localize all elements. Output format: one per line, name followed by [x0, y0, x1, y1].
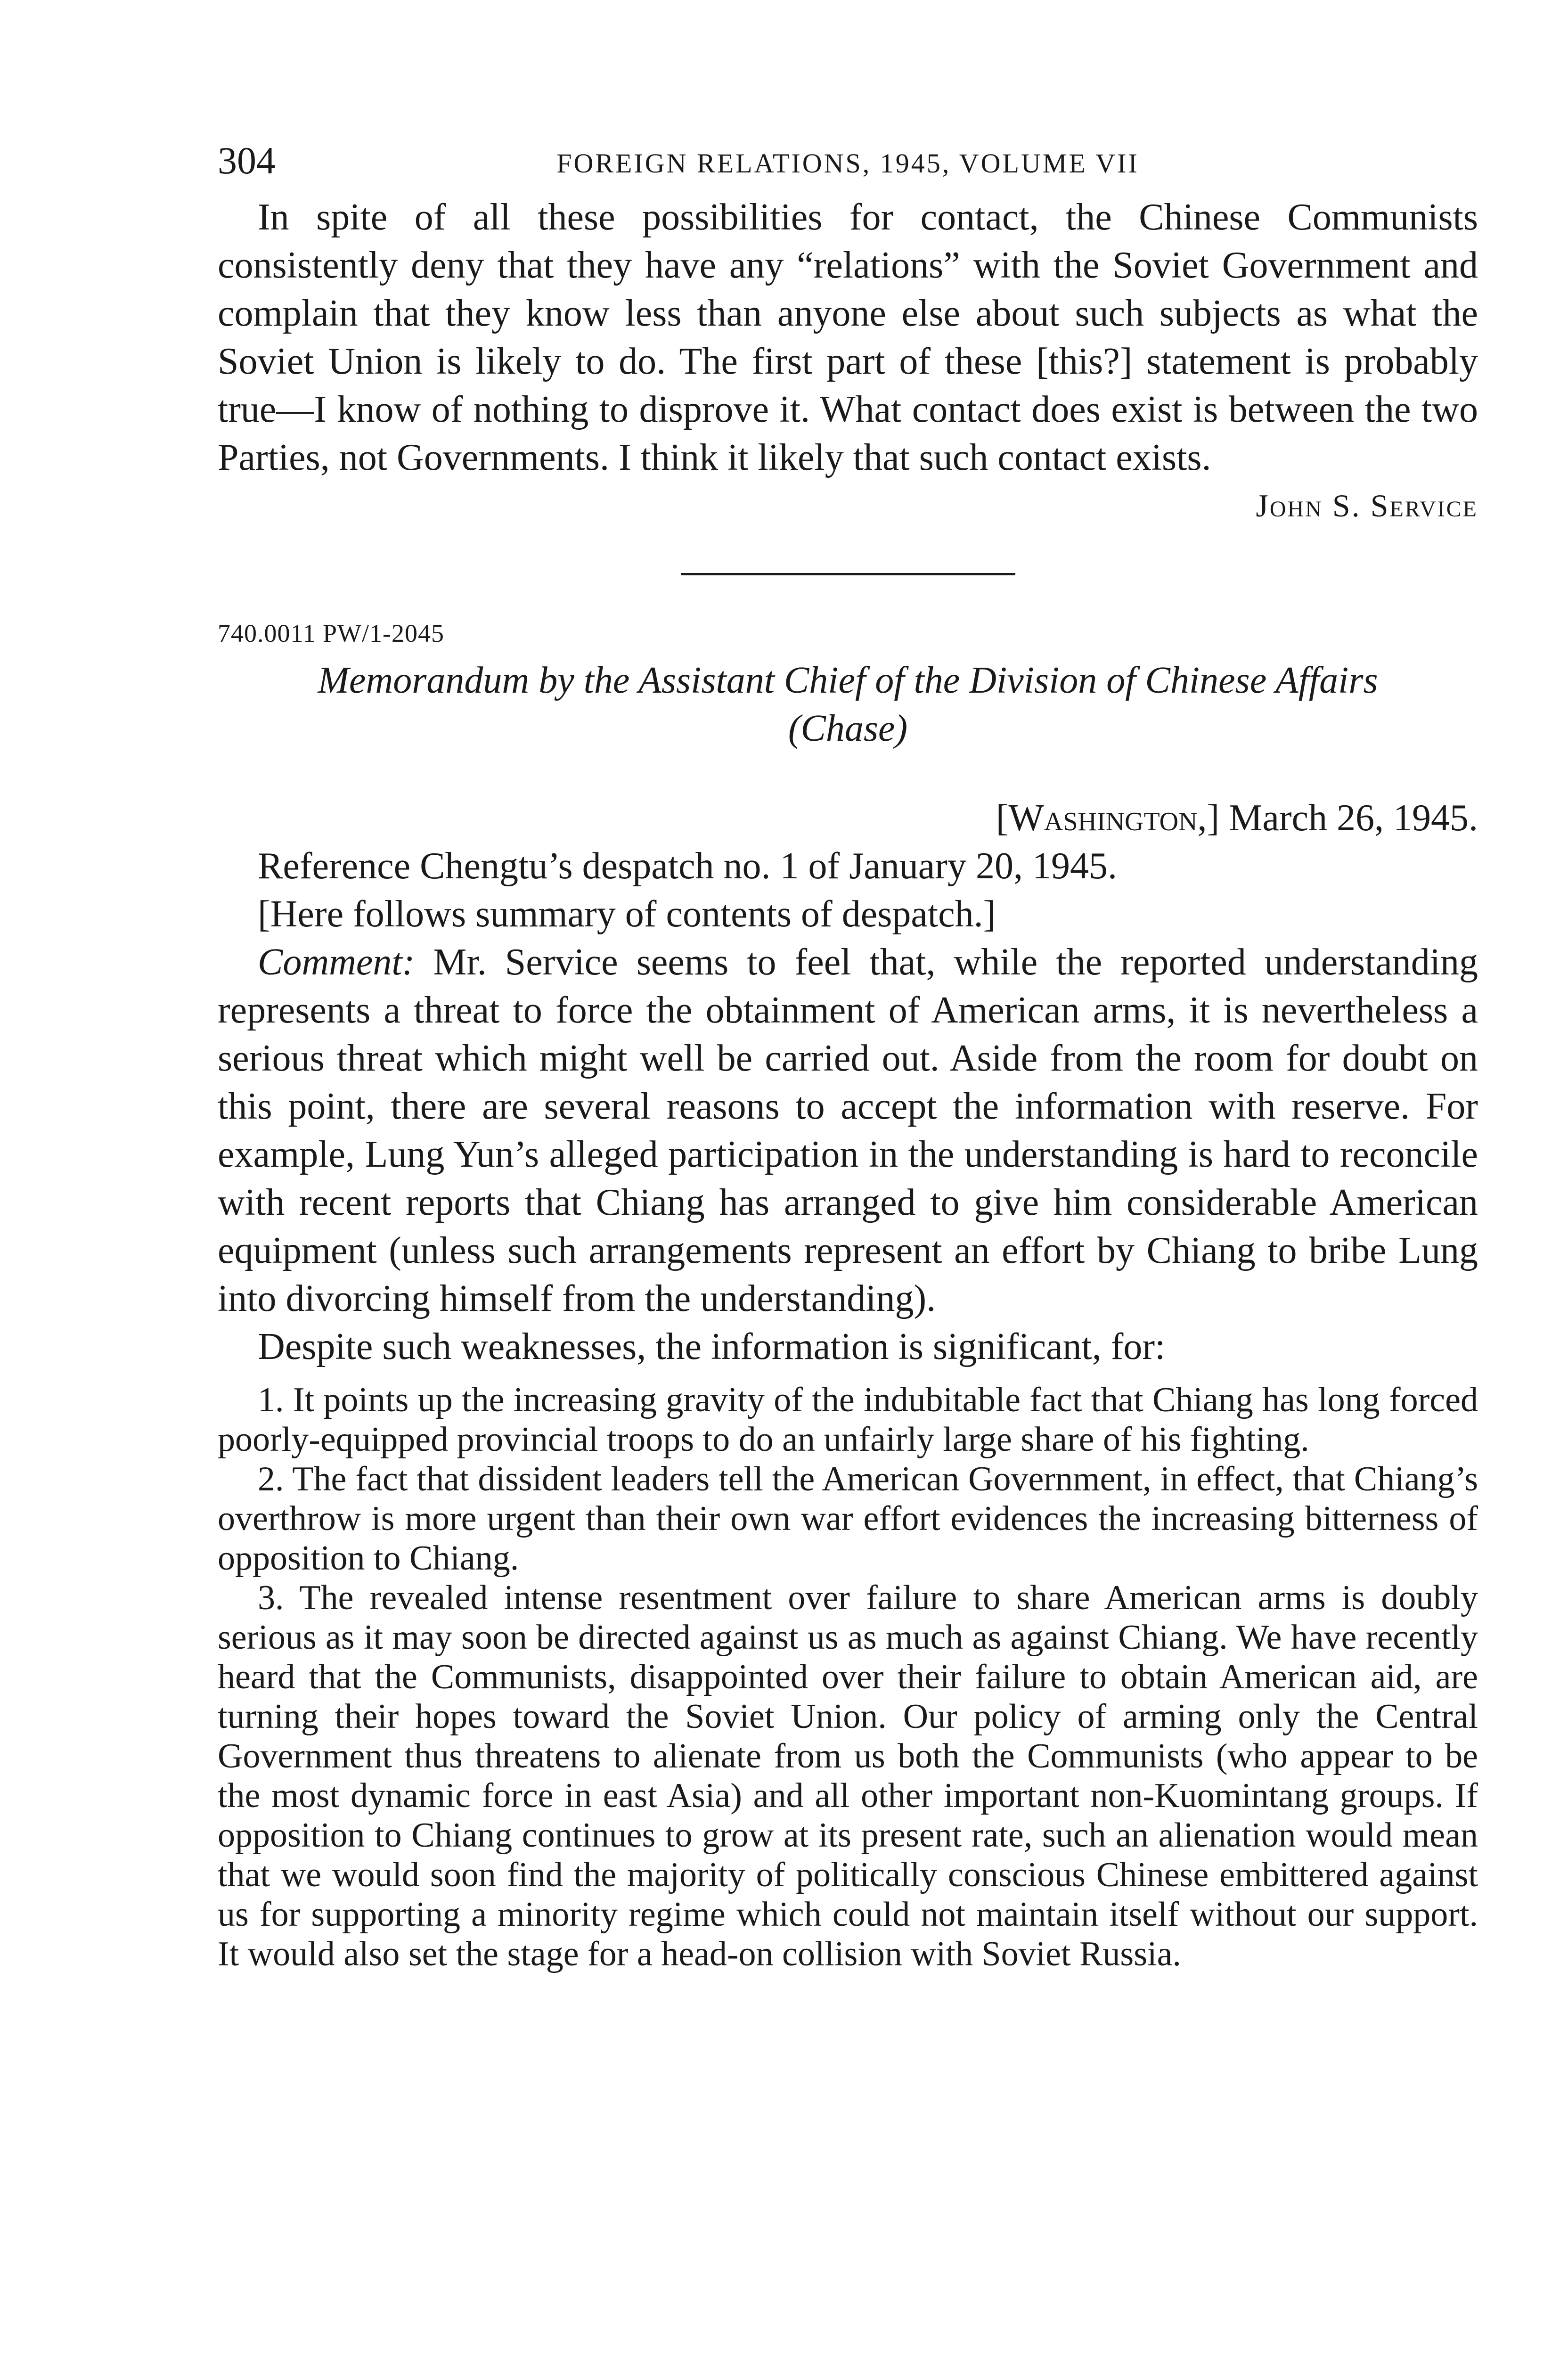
reference-line: Reference Chengtu’s despatch no. 1 of January 20, 1945.	[258, 845, 1117, 887]
file-number: 740.0011 PW/1-2045	[218, 619, 444, 647]
despite-paragraph: Despite such weaknesses, the information is significant, for:	[258, 1326, 1166, 1367]
section-divider	[681, 573, 1015, 575]
comment-paragraph	[218, 938, 1478, 1323]
signature: John S. Service	[1256, 488, 1478, 524]
document-title: Memorandum by the Assistant Chief of the Division of Chinese Affairs (Chase)	[318, 660, 1378, 749]
comment-text: Mr. Service seems to feel that, while the reported understanding represents a threat to force the obtainment of American arms, it is nevertheless a serious threat which might well be carried out. Aside from the room for doubt on this point, there are several reasons to accept the information with reserve. For example, Lung Yun’s alleged participation in the understanding is hard to reconcile with recent reports that Chiang has arranged to give him considerable American equipment (unless such arrangements represent an effort by Chiang to bribe Lung into divorcing himself from the understanding).	[218, 941, 1478, 1319]
list-item: 2. The fact that dissident leaders tell the American Government, in effect, that Chiang’s overthrow is more urgent than their own war effort evidences the increasing bitterness of opposition to Chiang.	[218, 1460, 1478, 1578]
list-item: 3. The revealed intense resentment over failure to share American arms is doubly serious as it may soon be directed against us as much as against Chiang. We have recently heard that the Communists, disappointed over their failure to obtain American aid, are turning their hopes toward the Soviet Union. Our policy of arming only the Central Government thus threatens to alienate from us both the Communists (who appear to be the most dynamic force in east Asia) and all other important non-Kuomintang groups. If opposition to Chiang continues to grow at its present rate, such an alienation would mean that we would soon find the majority of politically conscious Chinese embittered against us for supporting a minority regime which could not maintain itself without our support. It would also set the stage for a head-on collision with Soviet Russia.	[218, 1579, 1478, 1973]
page-number: 304	[218, 139, 276, 182]
running-title: FOREIGN RELATIONS, 1945, VOLUME VII	[556, 148, 1139, 179]
running-header	[218, 141, 1478, 193]
dateline-date: March 26, 1945.	[1229, 797, 1478, 839]
spacer	[218, 1371, 1478, 1380]
dateline-place: [Washington,]	[996, 797, 1220, 839]
comment-label: Comment:	[258, 941, 415, 983]
continuation-paragraph: In spite of all these possibilities for contact, the Chinese Communists consistently deny that they have any “relations” with the Soviet Government and complain that they know less than anyone else about such subjects as what the Soviet Union is likely to do. The first part of these [this?] statement is probably true—I know of nothing to disprove it. What contact does exist is between the two Parties, not Governments. I think it likely that such contact exists.	[218, 196, 1478, 478]
dateline	[218, 794, 1478, 842]
list-item: 1. It points up the increasing gravity of the indubitable fact that Chiang has long forced poorly-equipped provincial troops to do an unfairly large share of his fighting.	[218, 1381, 1478, 1459]
document-page	[218, 141, 1478, 1974]
summary-note: [Here follows summary of contents of despatch.]	[258, 893, 996, 935]
